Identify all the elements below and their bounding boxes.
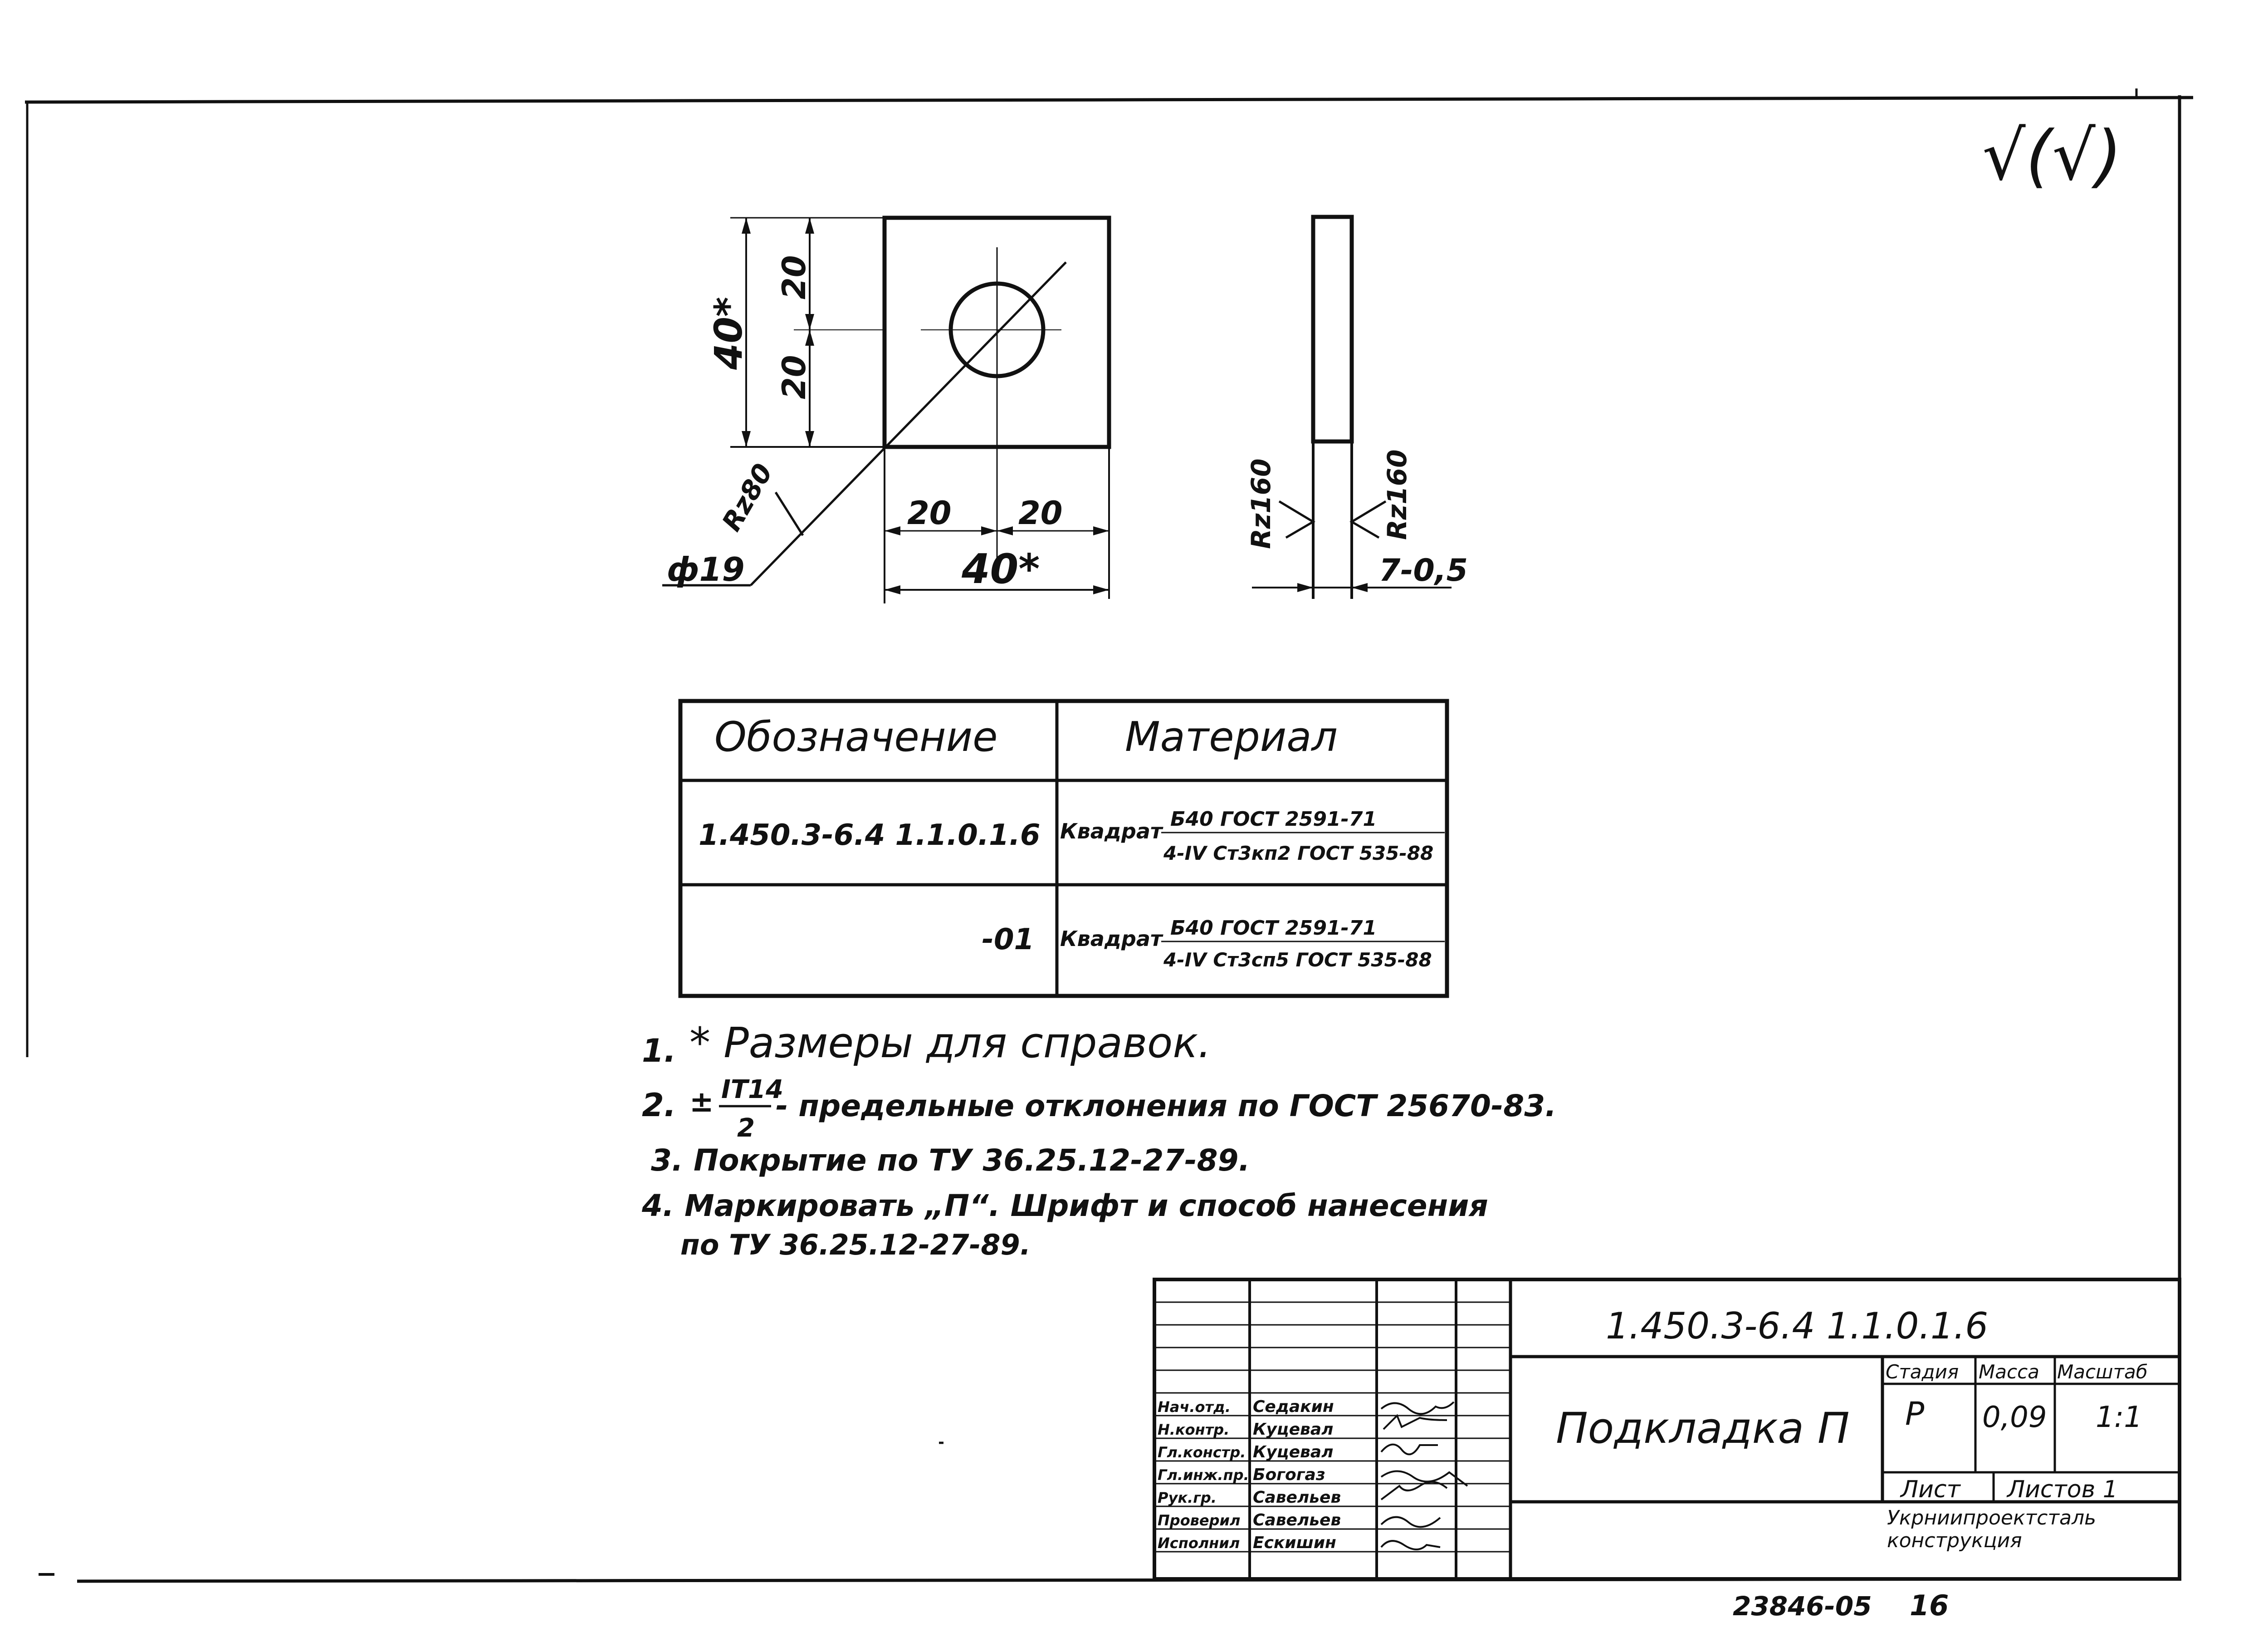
svg-text:20: 20: [1018, 495, 1063, 532]
svg-text:Rz80: Rz80: [716, 458, 779, 536]
header-material: Материал: [1125, 713, 1338, 761]
signature-role: Исполнил: [1158, 1534, 1240, 1552]
row1-material-bottom: 4-IV Ст3кп2 ГОСТ 535-88: [1163, 842, 1434, 864]
row1-material-label: Квадрат: [1060, 819, 1163, 843]
plan-view-labels: [667, 255, 1062, 593]
footer: [1733, 1589, 1949, 1622]
svg-text:Rz160: Rz160: [1246, 458, 1276, 549]
side-view: [1252, 217, 1452, 599]
signature-name: Савельев: [1253, 1488, 1341, 1507]
row1-material-top: Б40 ГОСТ 2591-71: [1170, 808, 1377, 831]
note-2: - предельные отклонения по ГОСТ 25670-83.: [776, 1088, 1557, 1123]
svg-text:7-0,5: 7-0,5: [1379, 553, 1468, 588]
svg-text:20: 20: [776, 355, 813, 399]
plan-view: [662, 218, 1109, 603]
title-block-text: [1158, 1305, 2148, 1552]
page-number: 16: [1910, 1589, 1949, 1622]
archive-number: 23846-05: [1733, 1591, 1872, 1622]
spec-table-text: [699, 713, 1433, 971]
stage-value: Р: [1905, 1395, 1925, 1432]
scale-value: 1:1: [2096, 1401, 2142, 1434]
header-stage: Стадия: [1886, 1361, 1959, 1383]
svg-text:20: 20: [907, 495, 952, 532]
signature-role: Нач.отд.: [1158, 1398, 1231, 1416]
row2-designation: -01: [982, 923, 1034, 956]
signature-role: Рук.гр.: [1158, 1489, 1217, 1506]
roughness-corner-mark: [1982, 117, 2122, 196]
note-1-number: 1.: [642, 1032, 676, 1069]
row2-material-bottom: 4-IV Ст3сп5 ГОСТ 535-88: [1163, 949, 1432, 971]
signature-name: Куцевал: [1253, 1443, 1334, 1461]
note-2-frac-bottom: 2: [737, 1113, 755, 1143]
signature-role: Проверил: [1158, 1512, 1241, 1529]
header-designation: Обозначение: [714, 713, 998, 761]
signature-scribbles: [1381, 1402, 1467, 1549]
header-scale: Масштаб: [2057, 1361, 2148, 1383]
signature-role: Гл.констр.: [1158, 1444, 1246, 1461]
svg-text:Rz160: Rz160: [1382, 449, 1413, 540]
note-2-plusminus: ±: [689, 1085, 714, 1119]
mass-value: 0,09: [1982, 1401, 2047, 1434]
row2-material-top: Б40 ГОСТ 2591-71: [1170, 917, 1377, 940]
organization-line2: конструкция: [1887, 1529, 2022, 1552]
signature-name: Седакин: [1253, 1397, 1334, 1416]
signature-name: Ескишин: [1253, 1534, 1336, 1552]
note-3: 3. Покрытие по ТУ 36.25.12-27-89.: [651, 1143, 1250, 1178]
notes: [641, 1019, 1556, 1261]
row1-designation: 1.450.3-6.4 1.1.0.1.6: [699, 819, 1041, 852]
part-name: Подкладка П: [1556, 1404, 1850, 1453]
note-1: * Размеры для справок.: [689, 1019, 1212, 1067]
signature-name: Куцевал: [1253, 1420, 1334, 1439]
sheet-label: Лист: [1901, 1476, 1960, 1503]
note-2-number: 2.: [642, 1087, 676, 1124]
svg-text:40*: 40*: [962, 545, 1040, 593]
sheets-label: Листов 1: [2007, 1476, 2118, 1503]
svg-text:40*: 40*: [706, 297, 751, 370]
header-mass: Масса: [1979, 1361, 2039, 1383]
organization-line1: Укрниипроектсталь: [1887, 1506, 2097, 1529]
note-2-frac-top: IT14: [721, 1075, 783, 1104]
signature-role: Гл.инж.пр.: [1158, 1466, 1249, 1484]
signature-name: Савельев: [1253, 1511, 1341, 1529]
row2-material-label: Квадрат: [1060, 926, 1163, 951]
signature-role: Н.контр.: [1158, 1421, 1230, 1438]
note-4-line2: по ТУ 36.25.12-27-89.: [680, 1228, 1031, 1261]
side-view-plate: [1313, 217, 1352, 441]
svg-text:20: 20: [776, 255, 813, 299]
document-code: 1.450.3-6.4 1.1.0.1.6: [1606, 1305, 1989, 1347]
svg-text:√(√): √(√): [1982, 117, 2122, 196]
svg-text:ф19: ф19: [667, 550, 745, 588]
signature-name: Богогаз: [1253, 1466, 1325, 1484]
note-4-line1: 4. Маркировать „П“. Шрифт и способ нанесения: [642, 1188, 1488, 1223]
